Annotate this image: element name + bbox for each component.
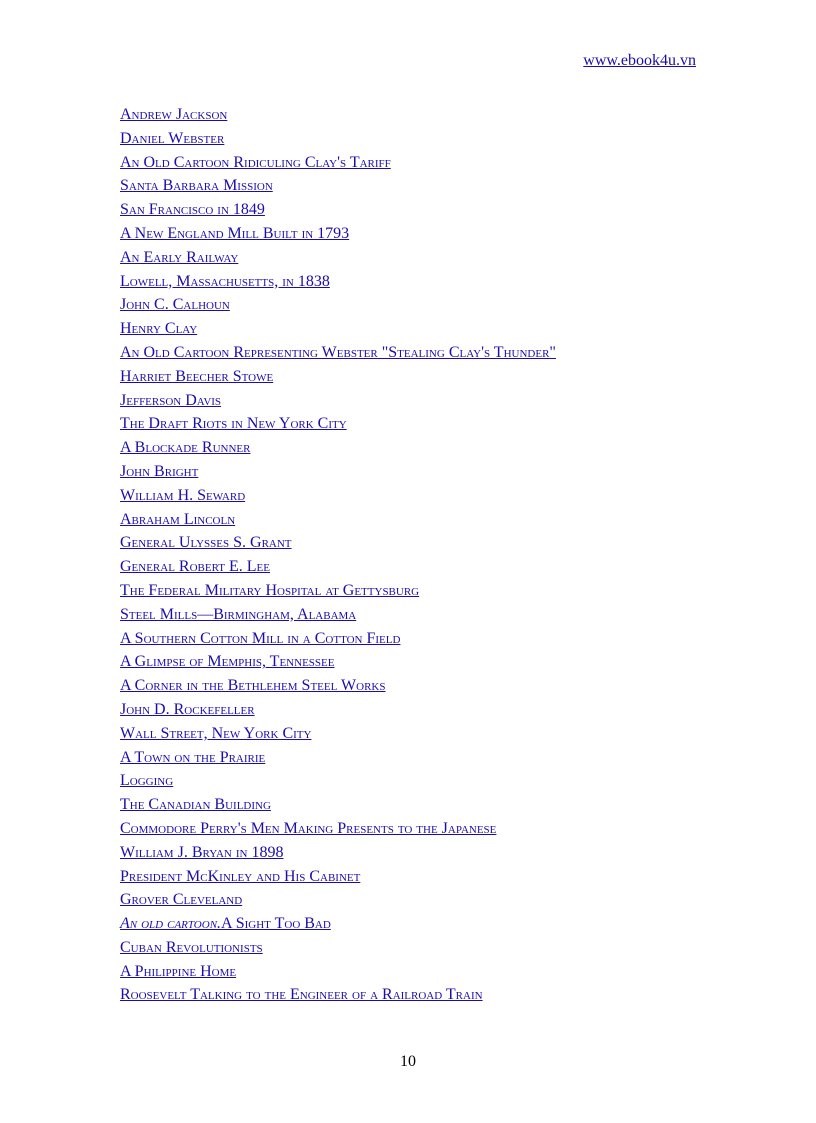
illustration-link[interactable]: A Corner in the Bethlehem Steel Works	[120, 677, 386, 695]
list-item	[120, 319, 556, 343]
illustration-link[interactable]: An Old Cartoon Ridiculing Clay's Tariff	[120, 153, 391, 171]
illustration-link[interactable]: An Old Cartoon Representing Webster "Stealing Clay's Thunder"	[120, 343, 556, 361]
list-item	[120, 843, 556, 867]
illustration-link[interactable]: Daniel Webster	[120, 129, 225, 147]
list-item	[120, 129, 556, 153]
illustration-link[interactable]: Abraham Lincoln	[120, 510, 236, 528]
site-link[interactable]: www.ebook4u.vn	[583, 52, 696, 69]
list-item	[120, 248, 556, 272]
list-item	[120, 224, 556, 248]
list-item	[120, 962, 556, 986]
illustration-link[interactable]	[120, 915, 331, 932]
list-item	[120, 748, 556, 772]
list-item	[120, 795, 556, 819]
list-item	[120, 486, 556, 510]
cartoon-prefix: An old cartoon.	[120, 915, 222, 933]
illustration-link[interactable]: General Ulysses S. Grant	[120, 534, 292, 552]
list-item	[120, 510, 556, 534]
list-item	[120, 867, 556, 891]
list-item	[120, 272, 556, 296]
illustration-link[interactable]: Henry Clay	[120, 320, 198, 338]
illustration-link[interactable]: Jefferson Davis	[120, 391, 222, 409]
list-item	[120, 105, 556, 129]
illustration-link[interactable]: Lowell, Massachusetts, in 1838	[120, 272, 330, 290]
list-item	[120, 391, 556, 415]
list-item	[120, 652, 556, 676]
illustration-link[interactable]: Harriet Beecher Stowe	[120, 367, 274, 385]
list-item	[120, 533, 556, 557]
list-item	[120, 176, 556, 200]
list-item	[120, 557, 556, 581]
illustration-link[interactable]: William J. Bryan in 1898	[120, 843, 284, 861]
list-item	[120, 914, 556, 938]
illustration-link[interactable]: Steel Mills—Birmingham, Alabama	[120, 605, 357, 623]
illustration-link[interactable]: John C. Calhoun	[120, 296, 230, 314]
list-item	[120, 200, 556, 224]
illustration-link[interactable]: A Philippine Home	[120, 962, 237, 980]
illustration-link[interactable]: Grover Cleveland	[120, 891, 243, 909]
list-item	[120, 724, 556, 748]
illustration-link[interactable]: Commodore Perry's Men Making Presents to the Japanese	[120, 819, 497, 837]
list-item	[120, 438, 556, 462]
list-item	[120, 343, 556, 367]
list-item	[120, 153, 556, 177]
illustration-link[interactable]: A Blockade Runner	[120, 439, 251, 457]
illustration-link[interactable]: John D. Rockefeller	[120, 700, 255, 718]
list-item	[120, 295, 556, 319]
illustration-list	[120, 105, 556, 1009]
illustration-link[interactable]: Roosevelt Talking to the Engineer of a Railroad Train	[120, 986, 483, 1004]
illustration-link[interactable]: The Draft Riots in New York City	[120, 415, 347, 433]
list-item	[120, 581, 556, 605]
list-item	[120, 771, 556, 795]
illustration-link[interactable]: The Canadian Building	[120, 796, 271, 814]
illustration-link[interactable]: Santa Barbara Mission	[120, 177, 273, 195]
illustration-link[interactable]: John Bright	[120, 462, 199, 480]
list-item	[120, 985, 556, 1009]
list-item	[120, 938, 556, 962]
cartoon-title: A Sight Too Bad	[221, 915, 331, 933]
illustration-link[interactable]: A Southern Cotton Mill in a Cotton Field	[120, 629, 401, 647]
illustration-link[interactable]: An Early Railway	[120, 248, 239, 266]
list-item	[120, 462, 556, 486]
illustration-link[interactable]: A Glimpse of Memphis, Tennessee	[120, 653, 335, 671]
list-item	[120, 890, 556, 914]
list-item	[120, 700, 556, 724]
illustration-link[interactable]: A Town on the Prairie	[120, 748, 266, 766]
illustration-link[interactable]: Cuban Revolutionists	[120, 938, 263, 956]
illustration-link[interactable]: Wall Street, New York City	[120, 724, 312, 742]
illustration-link[interactable]: General Robert E. Lee	[120, 558, 270, 576]
illustration-link[interactable]: William H. Seward	[120, 486, 246, 504]
illustration-link[interactable]: Logging	[120, 772, 174, 790]
list-item	[120, 819, 556, 843]
illustration-link[interactable]: President McKinley and His Cabinet	[120, 867, 361, 885]
illustration-link[interactable]: The Federal Military Hospital at Gettysburg	[120, 581, 420, 599]
list-item	[120, 676, 556, 700]
illustration-link[interactable]: A New England Mill Built in 1793	[120, 224, 350, 242]
illustration-link[interactable]: Andrew Jackson	[120, 106, 228, 123]
list-item	[120, 605, 556, 629]
page-number: 10	[400, 1053, 416, 1070]
list-item	[120, 414, 556, 438]
list-item	[120, 367, 556, 391]
list-item	[120, 629, 556, 653]
illustration-link[interactable]: San Francisco in 1849	[120, 201, 265, 219]
